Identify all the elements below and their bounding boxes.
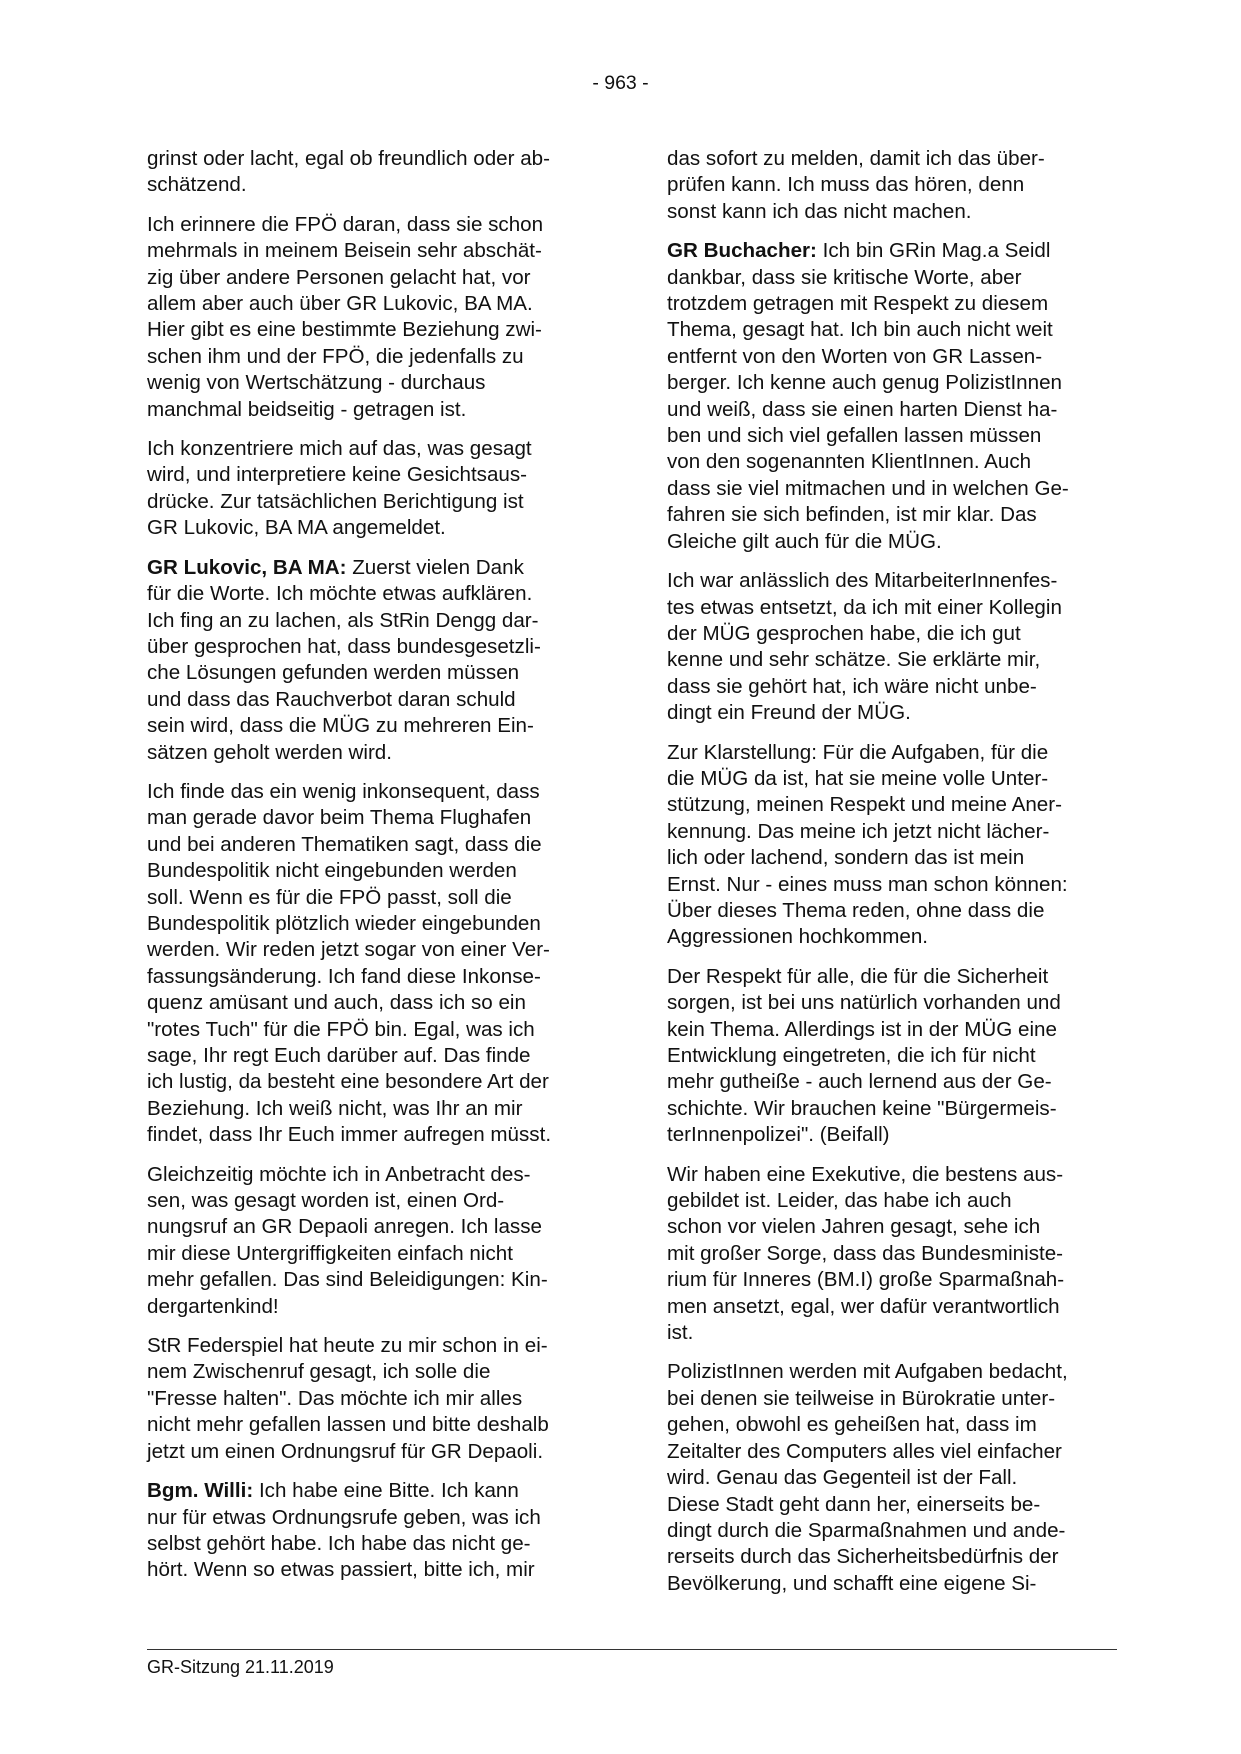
paragraph: Ich erinnere die FPÖ daran, dass sie schon mehrmals in meinem Beisein sehr abschät- zig über andere Personen gelacht hat, vor allem aber auch über GR Lukovic, BA MA. Hier gibt es eine bestimmte Beziehung zwi- schen ihm und der FPÖ, die jedenfalls zu wenig von Wertschätzung - durchaus manchmal beidseitig - getragen ist.: [147, 212, 544, 421]
page-number: - 963 -: [592, 72, 649, 94]
paragraph: grinst oder lacht, egal ob freundlich oder ab- schätzend.: [147, 147, 550, 197]
paragraph: das sofort zu melden, damit ich das über- prüfen kann. Ich muss das hören, denn sonst kann ich das nicht machen.: [667, 147, 1045, 223]
speaker-name: GR Lukovic, BA MA:: [147, 555, 347, 579]
speaker-name: Bgm. Willi:: [147, 1479, 254, 1503]
paragraph: Der Respekt für alle, die für die Sicherheit sorgen, ist bei uns natürlich vorhanden und kein Thema. Allerdings ist in der MÜG eine Entwicklung eingetreten, die ich für nicht mehr gutheiße - auch lernend aus der Ge- schichte. Wir brauchen keine "Bürgermeis- terInnenpolizei". (Beifall): [667, 964, 1061, 1147]
paragraph: GR Buchacher: Ich bin GRin Mag.a Seidl dankbar, dass sie kritische Worte, aber trotzdem getragen mit Respekt zu diesem Thema, gesagt hat. Ich bin auch nicht weit entfernt von den Worten von GR Lassen- berger. Ich kenne auch genug PolizistInnen und weiß, dass sie einen harten Dienst ha- ben und sich viel gefallen lassen müssen von den sogenannten KlientInnen. Auch dass sie viel mitmachen und in welchen Ge- fahren sie sich befinden, ist mir klar. Das Gleiche gilt auch für die MÜG.: [667, 239, 1069, 553]
paragraph: Ich konzentriere mich auf das, was gesagt wird, und interpretiere keine Gesichtsaus- drücke. Zur tatsächlichen Berichtigung ist GR Lukovic, BA MA angemeldet.: [147, 437, 532, 540]
paragraph: Gleichzeitig möchte ich in Anbetracht des- sen, was gesagt worden ist, einen Ord- nungsruf an GR Depaoli anregen. Ich lasse mir diese Untergriffigkeiten einfach nicht mehr gefallen. Das sind Beleidigungen: Kin- dergartenkind!: [147, 1162, 548, 1318]
paragraph: StR Federspiel hat heute zu mir schon in ei- nem Zwischenruf gesagt, ich solle die "Fresse halten". Das möchte ich mir alles nicht mehr gefallen lassen und bitte deshalb jetzt um einen Ordnungsruf für GR Depaoli.: [147, 1334, 549, 1463]
paragraph: GR Lukovic, BA MA: Zuerst vielen Dank für die Worte. Ich möchte etwas aufklären. Ich fing an zu lachen, als StRin Dengg dar- über gesprochen hat, dass bundesgesetzli- che Lösungen gefunden werden müssen und dass das Rauchverbot daran schuld sein wird, dass die MÜG zu mehreren Ein- sätzen geholt werden wird.: [147, 555, 541, 764]
speaker-name: GR Buchacher:: [667, 239, 817, 263]
paragraph: PolizistInnen werden mit Aufgaben bedacht, bei denen sie teilweise in Bürokratie unter- gehen, obwohl es geheißen hat, dass im Zeitalter des Computers alles viel einfacher wird. Genau das Gegenteil ist der Fall. Diese Stadt geht dann her, einerseits be- dingt durch die Sparmaßnahmen und ande- rerseits durch das Sicherheitsbedürfnis der Bevölkerung, und schafft eine eigene Si-: [667, 1360, 1068, 1595]
footer-divider: [147, 1649, 1117, 1650]
paragraph: Zur Klarstellung: Für die Aufgaben, für die die MÜG da ist, hat sie meine volle Unter- stützung, meinen Respekt und meine Aner- kennung. Das meine ich jetzt nicht lächer- lich oder lachend, sondern das ist mein Ernst. Nur - eines muss man schon können: Über dieses Thema reden, ohne dass die Aggressionen hochkommen.: [667, 740, 1068, 949]
paragraph: Ich finde das ein wenig inkonsequent, dass man gerade davor beim Thema Flughafen und bei anderen Thematiken sagt, dass die Bundespolitik nicht eingebunden werden soll. Wenn es für die FPÖ passt, soll die Bundespolitik plötzlich wieder eingebunden werden. Wir reden jetzt sogar von einer Ver- fassungsänderung. Ich fand diese Inkonse- quenz amüsant und auch, dass ich so ein "rotes Tuch" für die FPÖ bin. Egal, was ich sage, Ihr regt Euch darüber auf. Das finde ich lustig, da besteht eine besondere Art der Beziehung. Ich weiß nicht, was Ihr an mir findet, dass Ihr Euch immer aufregen müsst.: [147, 779, 552, 1147]
left-column: [147, 146, 597, 1597]
paragraph: Ich war anlässlich des MitarbeiterInnenfes- tes etwas entsetzt, da ich mit einer Kollegin der MÜG gesprochen habe, die ich gut kenne und sehr schätze. Sie erklärte mir, dass sie gehört hat, ich wäre nicht unbe- dingt ein Freund der MÜG.: [667, 569, 1062, 725]
right-column: [667, 146, 1117, 1610]
paragraph: Bgm. Willi: Ich habe eine Bitte. Ich kann nur für etwas Ordnungsrufe geben, was ich selbst gehört habe. Ich habe das nicht ge- hört. Wenn so etwas passiert, bitte ich, mir: [147, 1479, 541, 1582]
footer-session-date: GR-Sitzung 21.11.2019: [147, 1657, 334, 1677]
paragraph: Wir haben eine Exekutive, die bestens aus- gebildet ist. Leider, das habe ich auch schon vor vielen Jahren gesagt, sehe ich mit großer Sorge, dass das Bundesministe- rium für Inneres (BM.I) große Sparmaßnah- men ansetzt, egal, wer dafür verantwortlich ist.: [667, 1162, 1065, 1345]
